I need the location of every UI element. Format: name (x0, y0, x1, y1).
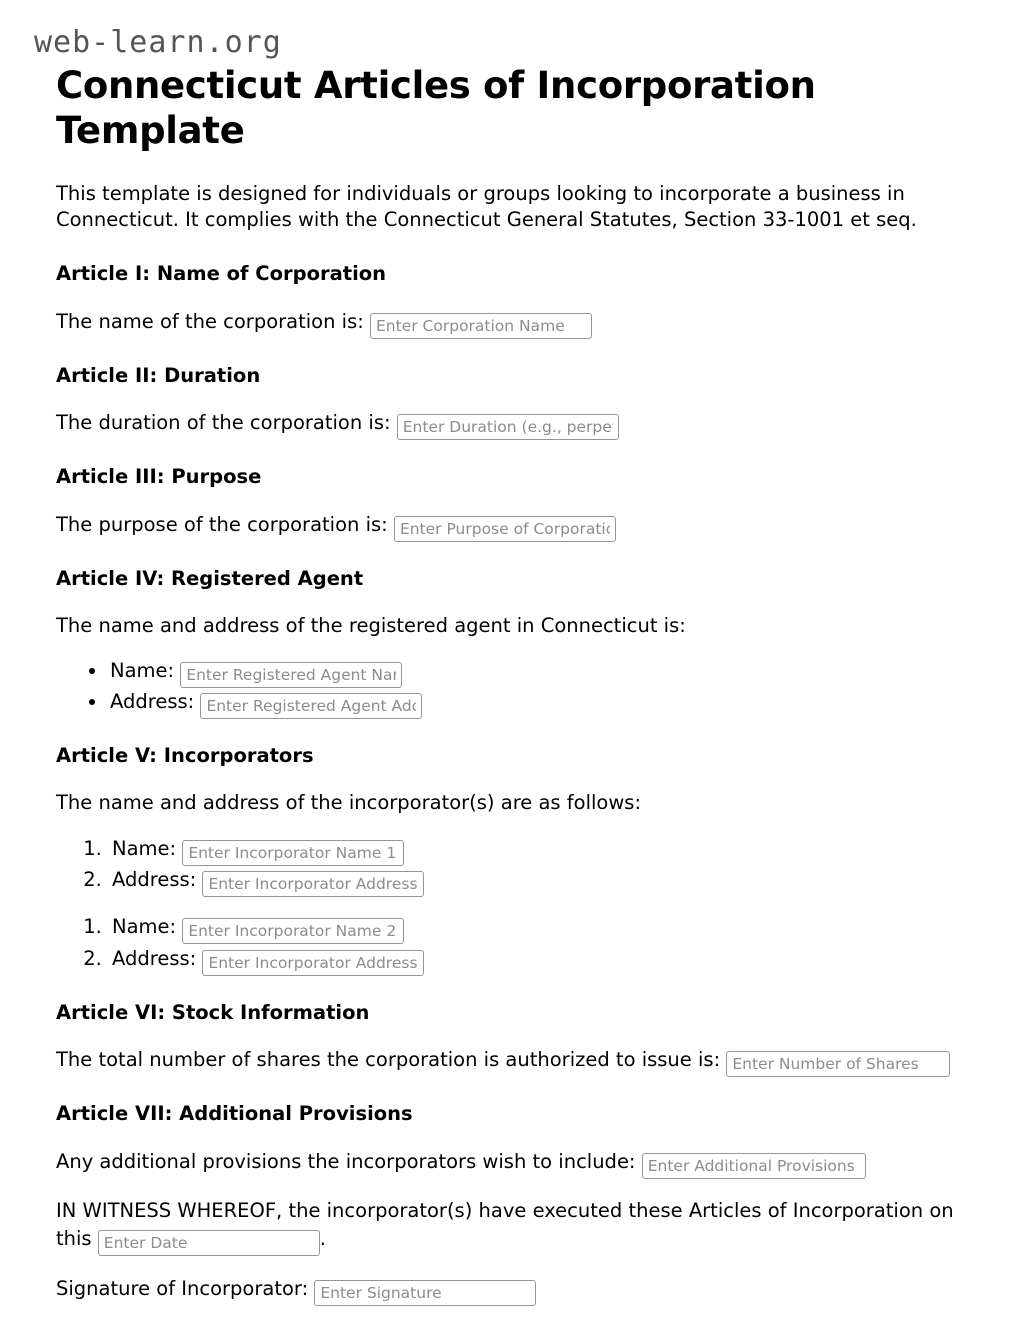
incorporator-2-address-label: Address: (112, 946, 197, 970)
list-item (108, 945, 969, 973)
intro-paragraph: This template is designed for individuals or groups looking to incorporate a business in Connecticut. It complies with the Connecticut General Statutes, Section 33-1001 et seq. (56, 181, 917, 232)
article-4-heading: Article IV: Registered Agent (56, 566, 364, 590)
incorporator-1-name-label: Name: (112, 836, 177, 860)
list-item (108, 913, 969, 941)
article-1-label: The name of the corporation is: (56, 309, 364, 333)
incorporator-1-list (56, 835, 969, 895)
registered-agent-name-input[interactable] (180, 662, 402, 688)
article-1-row (56, 308, 969, 336)
article-2-heading: Article II: Duration (56, 363, 261, 387)
article-7-heading: Article VII: Additional Provisions (56, 1102, 413, 1126)
article-3-heading: Article III: Purpose (56, 465, 262, 489)
registered-agent-name-label: Name: (110, 658, 175, 682)
incorporator-2-address-input[interactable] (202, 950, 424, 976)
incorporator-2-name-label: Name: (112, 915, 177, 939)
incorporator-1-address-label: Address: (112, 868, 197, 891)
incorporator-2-list (56, 913, 969, 973)
article-2-label: The duration of the corporation is: (56, 411, 391, 435)
signature-input[interactable] (314, 1280, 536, 1306)
incorporator-1-name-input[interactable] (182, 840, 404, 866)
additional-provisions-input[interactable] (642, 1153, 866, 1179)
list-item (108, 835, 969, 863)
date-input[interactable] (98, 1230, 320, 1256)
article-5-heading: Article V: Incorporators (56, 744, 314, 768)
witness-clause (56, 1197, 966, 1254)
article-4-label: The name and address of the registered agent in Connecticut is: (56, 614, 686, 638)
list-item (108, 657, 969, 685)
duration-input[interactable] (397, 414, 619, 440)
article-5-label: The name and address of the incorporator(s) are as follows: (56, 791, 642, 815)
registered-agent-address-label: Address: (110, 689, 195, 713)
registered-agent-list (56, 657, 969, 717)
registered-agent-address-input[interactable] (200, 693, 422, 719)
article-1-heading: Article I: Name of Corporation (56, 262, 387, 286)
site-name: web-learn.org (34, 25, 282, 60)
list-item (108, 688, 969, 716)
article-7-row (56, 1148, 969, 1176)
article-6-label: The total number of shares the corporation is authorized to issue is: (56, 1048, 721, 1072)
list-item (108, 866, 969, 894)
article-6-row (56, 1046, 969, 1074)
article-3-label: The purpose of the corporation is: (56, 512, 388, 536)
article-6-heading: Article VI: Stock Information (56, 1000, 370, 1024)
article-7-label: Any additional provisions the incorporators wish to include: (56, 1149, 636, 1173)
witness-text-before: IN WITNESS WHEREOF, the incorporator(s) have executed these Articles of Incorporation on this (56, 1199, 954, 1251)
corporation-name-input[interactable] (370, 313, 592, 339)
article-3-row (56, 511, 969, 539)
article-2-row (56, 409, 969, 437)
signature-label: Signature of Incorporator: (56, 1276, 309, 1300)
number-of-shares-input[interactable] (726, 1051, 950, 1077)
purpose-input[interactable] (394, 516, 616, 542)
witness-text-after: . (319, 1227, 326, 1251)
incorporator-2-name-input[interactable] (182, 918, 404, 944)
incorporator-1-address-input[interactable] (202, 871, 424, 897)
page-title: Connecticut Articles of Incorporation Template (56, 63, 816, 152)
signature-row (56, 1275, 969, 1303)
